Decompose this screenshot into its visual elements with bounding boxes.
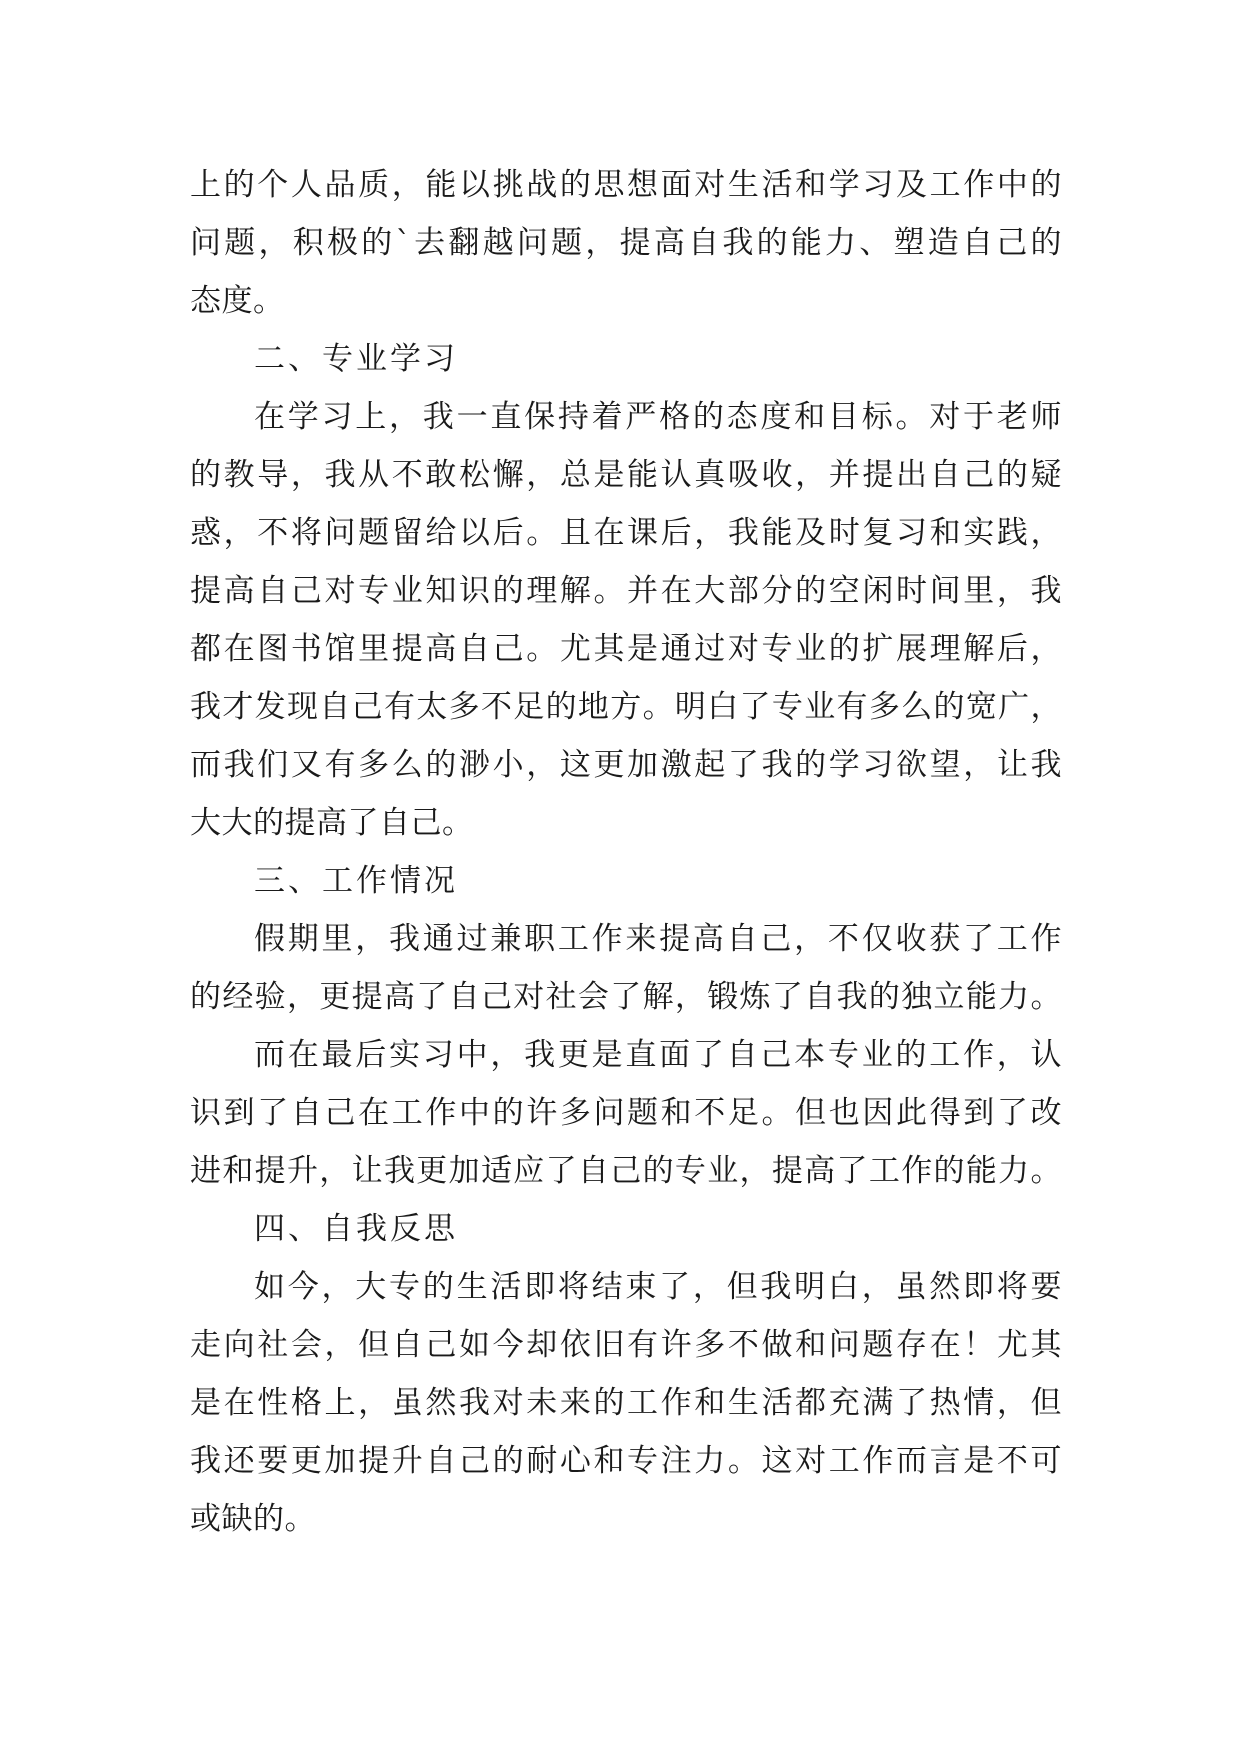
text-line: 识到了自己在工作中的许多问题和不足。但也因此得到了改	[190, 1095, 1062, 1131]
text-line: 或缺的。	[190, 1501, 316, 1537]
text-line: 上的个人品质，能以挑战的思想面对生活和学习及工作中的	[190, 167, 1062, 203]
text-line: 是在性格上，虽然我对未来的工作和生活都充满了热情，但	[190, 1385, 1062, 1421]
text-line: 走向社会，但自己如今却依旧有许多不做和问题存在！尤其	[190, 1327, 1062, 1363]
text-line: 问题，积极的`去翻越问题，提高自我的能力、塑造自己的	[190, 225, 1062, 261]
paragraph-first-line: 如今，大专的生活即将结束了，但我明白，虽然即将要	[254, 1269, 1062, 1305]
section-heading: 四、自我反思	[254, 1211, 458, 1247]
document-body	[190, 156, 1062, 1548]
text-line: 而我们又有多么的渺小，这更加激起了我的学习欲望，让我	[190, 747, 1062, 783]
paragraph-first-line: 在学习上，我一直保持着严格的态度和目标。对于老师	[254, 399, 1062, 435]
text-line: 态度。	[190, 283, 285, 319]
section-heading: 三、工作情况	[254, 863, 458, 899]
text-line: 的教导，我从不敢松懈，总是能认真吸收，并提出自己的疑	[190, 457, 1062, 493]
text-line: 惑，不将问题留给以后。且在课后，我能及时复习和实践，	[190, 515, 1062, 551]
text-line: 的经验，更提高了自己对社会了解，锻炼了自我的独立能力。	[190, 979, 1062, 1015]
paragraph-first-line: 假期里，我通过兼职工作来提高自己，不仅收获了工作	[254, 921, 1062, 957]
text-line: 提高自己对专业知识的理解。并在大部分的空闲时间里，我	[190, 573, 1062, 609]
paragraph-first-line: 而在最后实习中，我更是直面了自己本专业的工作，认	[254, 1037, 1062, 1073]
text-line: 我才发现自己有太多不足的地方。明白了专业有多么的宽广，	[190, 689, 1062, 725]
text-line: 进和提升，让我更加适应了自己的专业，提高了工作的能力。	[190, 1153, 1062, 1189]
section-heading: 二、专业学习	[254, 341, 458, 377]
text-line: 我还要更加提升自己的耐心和专注力。这对工作而言是不可	[190, 1443, 1062, 1479]
text-line: 都在图书馆里提高自己。尤其是通过对专业的扩展理解后，	[190, 631, 1062, 667]
text-line: 大大的提高了自己。	[190, 805, 474, 841]
